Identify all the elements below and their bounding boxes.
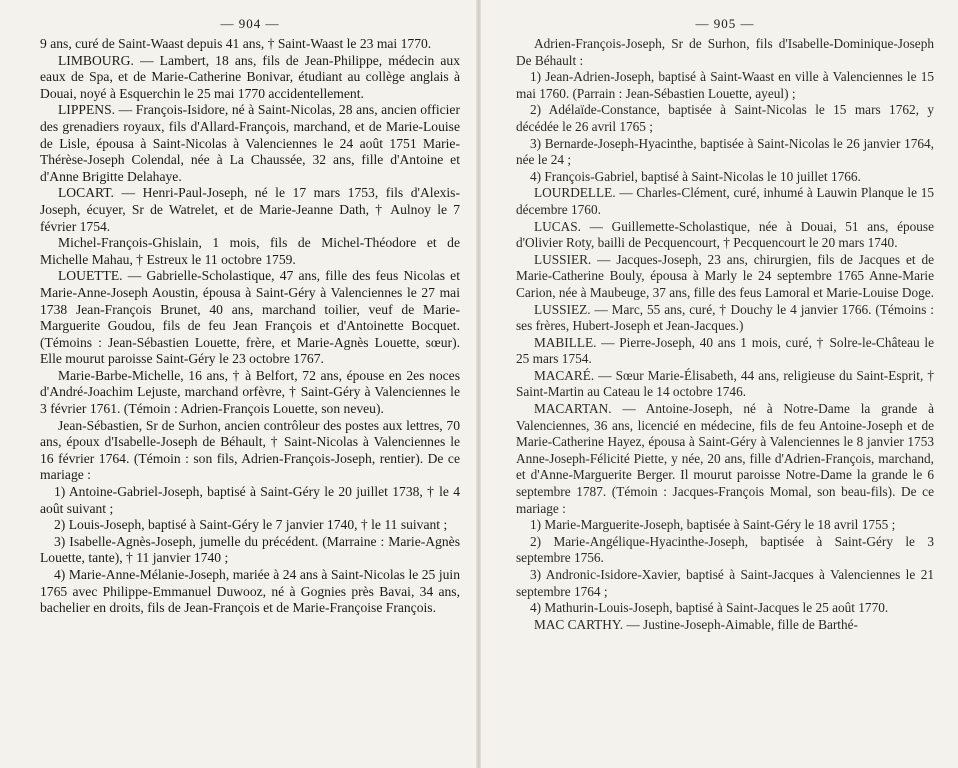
entry-mabille: MABILLE. — Pierre-Joseph, 40 ans 1 mois, curé, † Solre-le-Château le 25 mars 1754. <box>516 334 934 367</box>
child-entry: 4) François-Gabriel, baptisé à Saint-Nicolas le 10 juillet 1766. <box>530 168 861 184</box>
entry-text: Jean-Sébastien, Sr de Surhon, ancien contrôleur des postes aux lettres, 70 ans, époux d'Isabelle-Joseph de Béhault, † Saint-Nicolas à Valenciennes le 16 février 1764. (Témoin : son fils, Adrien-François-Joseph, rentier). De ce mariage : <box>40 417 460 483</box>
entry-locart: LOCART. — Henri-Paul-Joseph, né le 17 mars 1753, fils d'Alexis-Joseph, écuyer, Sr de Watrelet, et de Marie-Jeanne Dath, † Aulnoy le 7 février 1754. <box>40 185 460 234</box>
child-entry: 2) Louis-Joseph, baptisé à Saint-Géry le 7 janvier 1740, † le 11 suivant ; <box>54 517 448 533</box>
entry-louette: LOUETTE. — Gabrielle-Scholastique, 47 ans, fille des feus Nicolas et Marie-Anne-Joseph Aoustin, épousa à Saint-Géry à Valenciennes le 27 mai 1738 Jean-François Brunet, 40 ans, marchand toilier, veuf de Marie-Marguerite Goudou, fils de feu Jean François et d'Antoinette Bocquet. (Témoins : Jean-Sébastien Louette, frère, et Marie-Agnès Louette, sœur). Elle mourut paroisse Saint-Géry le 23 octobre 1767. <box>40 268 460 367</box>
entry-mac-carthy: MAC CARTHY. — Justine-Joseph-Aimable, fille de Barthé- <box>534 616 858 632</box>
entry-lourdelle: LOURDELLE. — Charles-Clément, curé, inhumé à Lauwin Planque le 15 décembre 1760. <box>516 185 934 217</box>
entry-text: Marie-Barbe-Michelle, 16 ans, † à Belfort, 72 ans, épouse en 2es noces d'André-Joachim Lejuste, marchand orfèvre, † Saint-Géry à Valenciennes le 3 février 1761. (Témoin : Adrien-François Louette, son neveu). <box>40 367 460 417</box>
entry-lippens: LIPPENS. — François-Isidore, né à Saint-Nicolas, 28 ans, ancien officier des grenadiers royaux, fils d'Allard-François, marchand, et de Marie-Louise de Lisle, épousa à Saint-Nicolas à Valenciennes le 24 août 1751 Marie-Thérèse-Joseph Colendal, née à La Chaussée, 32 ans, fille d'Antoine et d'Anne Brigitte Delahaye. <box>40 102 460 184</box>
child-entry: 2) Marie-Angélique-Hyacinthe-Joseph, baptisée à Saint-Géry le 3 septembre 1756. <box>516 533 934 566</box>
page-number-left: — 904 — <box>220 16 280 31</box>
entry-macare: MACARÉ. — Sœur Marie-Élisabeth, 44 ans, religieuse du Saint-Esprit, † Saint-Martin au Cateau le 14 octobre 1746. <box>516 367 934 400</box>
child-entry: 4) Marie-Anne-Mélanie-Joseph, mariée à 24 ans à Saint-Nicolas le 25 juin 1765 avec Philippe-Emmanuel Duwooz, né à Gognies près Bavai, 34 ans, bachelier en droits, fils de Jean-François et de Marie-Françoise François. <box>40 567 460 616</box>
child-entry: 1) Marie-Marguerite-Joseph, baptisée à Saint-Géry le 18 avril 1755 ; <box>530 517 896 533</box>
entry-lucas: LUCAS. — Guillemette-Scholastique, née à Douai, 51 ans, épouse d'Olivier Roty, bailli de Pecquencourt, † Pecquencourt le 20 mars 1740. <box>516 218 934 251</box>
entry-macartan: MACARTAN. — Antoine-Joseph, né à Notre-Dame la grande à Valenciennes, 36 ans, licencié en médecine, fils de feu Antoine-Joseph et de Marie-Catherine Hayez, épousa à Saint-Géry à Valenciennes le 8 janvier 1753 Anne-Joseph-Félicité Piette, y née, 20 ans, fille d'Adrien-François, marchand, et d'Anne-Marguerite Berger. Il mourut paroisse Notre-Dame la grande le 6 septembre 1787. (Témoin : Jacques-François Momal, son beau-fils). De ce mariage : <box>516 401 934 516</box>
child-entry: 3) Isabelle-Agnès-Joseph, jumelle du précédent. (Marraine : Marie-Agnès Louette, tante), † 11 janvier 1740 ; <box>40 533 460 566</box>
entry-text: Michel-François-Ghislain, 1 mois, fils de Michel-Théodore et de Michelle Mahau, † Estreux le 11 octobre 1759. <box>40 235 460 267</box>
child-entry: 2) Adélaïde-Constance, baptisée à Saint-Nicolas le 15 mars 1762, y décédée le 26 avril 1765 ; <box>516 102 934 134</box>
entry-text: 9 ans, curé de Saint-Waast depuis 41 ans, † Saint-Waast le 23 mai 1770. <box>40 36 432 51</box>
child-entry: 1) Jean-Adrien-Joseph, baptisé à Saint-Waast en ville à Valenciennes le 15 mai 1760. (Parrain : Jean-Sébastien Louette, ayeul) ; <box>516 69 934 101</box>
entry-limbourg: LIMBOURG. — Lambert, 18 ans, fils de Jean-Philippe, médecin aux eaux de Spa, et de Marie-Catherine Bonivar, étudiant au collège anglais à Douai, noyé à Esquerchin le 25 mai 1770 accidentellement. <box>40 52 460 101</box>
entry-lussier: LUSSIER. — Jacques-Joseph, 23 ans, chirurgien, fils de Jacques et de Marie-Catherine Bouly, épousa à Marly le 24 septembre 1765 Anne-Marie Carion, née à Maubeuge, 37 ans, fille des feus Lamoral et Marie-Louise Doge. <box>516 251 934 300</box>
child-entry: 3) Andronic-Isidore-Xavier, baptisé à Saint-Jacques à Valenciennes le 21 septembre 1764 ; <box>516 567 934 599</box>
left-page <box>0 0 478 768</box>
entry-lussiez: LUSSIEZ. — Marc, 55 ans, curé, † Douchy le 4 janvier 1766. (Témoins : ses frères, Hubert-Joseph et Jean-Jacques.) <box>516 301 934 334</box>
entry-text: Adrien-François-Joseph, Sr de Surhon, fils d'Isabelle-Dominique-Joseph De Béhault : <box>516 36 934 68</box>
child-entry: 4) Mathurin-Louis-Joseph, baptisé à Saint-Jacques le 25 août 1770. <box>530 600 889 616</box>
child-entry: 3) Bernarde-Joseph-Hyacinthe, baptisée à Saint-Nicolas le 26 janvier 1764, née le 24 ; <box>516 135 934 168</box>
right-page <box>480 0 958 768</box>
child-entry: 1) Antoine-Gabriel-Joseph, baptisé à Saint-Géry le 20 juillet 1738, † le 4 août suivant ; <box>40 484 460 516</box>
page-number-right: — 905 — <box>695 16 755 31</box>
